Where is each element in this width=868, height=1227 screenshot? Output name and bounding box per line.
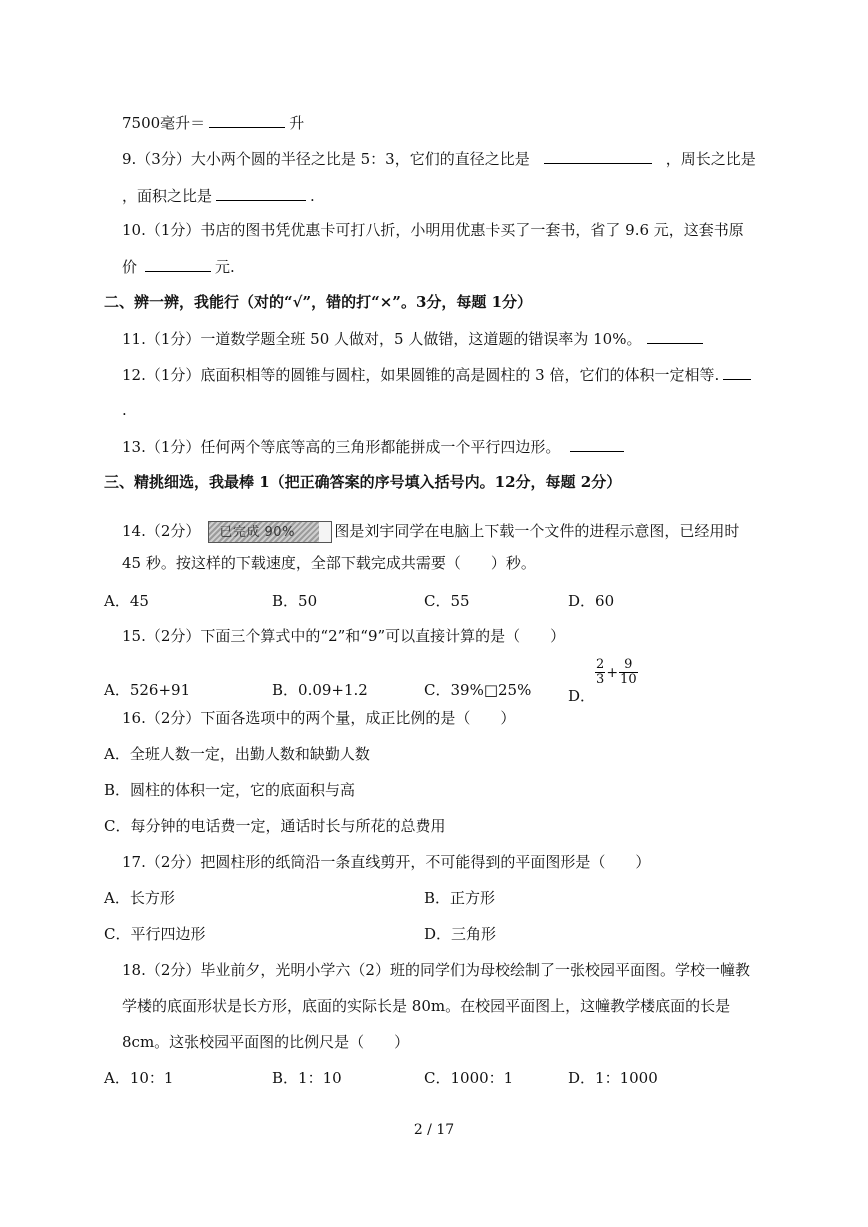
q17-option-b[interactable]: B．正方形 xyxy=(424,889,496,907)
q12-text: 12.（1分）底面积相等的圆锥与圆柱，如果圆锥的高是圆柱的 3 倍，它们的体积一定相等. xyxy=(122,366,720,384)
q15-option-d[interactable] xyxy=(568,658,638,706)
q11 xyxy=(122,328,707,349)
fraction-9-10 xyxy=(619,658,638,687)
plus-sign: + xyxy=(606,664,619,681)
q9-text: 9.（3分）大小两个圆的半径之比是 5：3，它们的直径之比是 xyxy=(122,150,530,168)
q14-number: 14.（2分） xyxy=(122,522,201,540)
q18-option-d[interactable]: D．1：1000 xyxy=(568,1069,658,1087)
q10-unit: 元. xyxy=(215,258,235,276)
q9-line1 xyxy=(122,148,756,169)
q14-option-d[interactable]: D．60 xyxy=(568,592,615,610)
q16-option-b[interactable]: B．圆柱的体积一定，它的底面积与高 xyxy=(104,781,356,799)
answer-blank[interactable] xyxy=(570,436,624,452)
q10-line1: 10.（1分）书店的图书凭优惠卡可打八折，小明用优惠卡买了一套书，省了 9.6 元，这套书原 xyxy=(122,221,744,239)
page-number: 2 / 17 xyxy=(413,1122,455,1138)
q14-line1 xyxy=(122,521,739,543)
answer-blank[interactable] xyxy=(145,256,211,272)
q15-stem: 15.（2分）下面三个算式中的“2”和“9”可以直接计算的是（ ） xyxy=(122,627,566,645)
q10-text: 价 xyxy=(122,258,138,276)
q15-option-b[interactable]: B．0.09+1.2 xyxy=(272,681,368,699)
q14-option-c[interactable]: C．55 xyxy=(424,592,470,610)
q8-unit: 升 xyxy=(289,114,305,132)
q14-option-b[interactable]: B．50 xyxy=(272,592,318,610)
q17-stem: 17.（2分）把圆柱形的纸筒沿一条直线剪开，不可能得到的平面图形是（ ） xyxy=(122,853,651,871)
q16-stem: 16.（2分）下面各选项中的两个量，成正比例的是（ ） xyxy=(122,709,516,727)
answer-blank[interactable] xyxy=(723,364,751,380)
q13 xyxy=(122,436,628,457)
fraction-2-3 xyxy=(595,658,605,687)
q17-option-d[interactable]: D．三角形 xyxy=(424,925,497,943)
frac-den: 10 xyxy=(620,672,637,687)
q8-text: 7500毫升＝ xyxy=(122,114,206,132)
q15-option-d-label: D． xyxy=(568,686,596,705)
q18-option-a[interactable]: A．10：1 xyxy=(104,1069,174,1087)
q18-line1: 18.（2分）毕业前夕，光明小学六（2）班的同学们为母校绘制了一张校园平面图。学校一幢教 xyxy=(122,961,750,979)
q14-option-a[interactable]: A．45 xyxy=(104,592,149,610)
q10-line2 xyxy=(122,256,235,277)
q18-option-b[interactable]: B．1：10 xyxy=(272,1069,342,1087)
frac-den: 3 xyxy=(596,672,605,687)
q14-text: 图是刘宇同学在电脑上下载一个文件的进程示意图，已经用时 xyxy=(334,522,740,540)
section-2-heading: 二、辨一辨，我能行（对的“√”，错的打“×”。3分，每题 1分） xyxy=(104,293,533,311)
answer-blank[interactable] xyxy=(647,328,703,344)
q12-line1 xyxy=(122,364,755,385)
frac-num: 2 xyxy=(596,657,605,672)
frac-num: 9 xyxy=(619,658,638,673)
q18-option-c[interactable]: C．1000：1 xyxy=(424,1069,514,1087)
q9-text-end: . xyxy=(310,187,315,205)
q9-text-2: ，面积之比是 xyxy=(122,187,213,205)
answer-blank[interactable] xyxy=(544,148,652,164)
q9-line2 xyxy=(122,185,315,206)
download-progress-bar xyxy=(208,521,332,543)
q18-line3: 8cm。这张校园平面图的比例尺是（ ） xyxy=(122,1033,410,1051)
q11-text: 11.（1分）一道数学题全班 50 人做对，5 人做错，这道题的错误率为 10%。 xyxy=(122,330,642,348)
answer-blank[interactable] xyxy=(216,185,306,201)
q12-line2: . xyxy=(122,401,127,419)
progress-label: 已完成 90% xyxy=(219,525,295,540)
q13-text: 13.（1分）任何两个等底等高的三角形都能拼成一个平行四边形。 xyxy=(122,438,561,456)
q8-tail xyxy=(122,112,304,133)
q17-option-c[interactable]: C．平行四边形 xyxy=(104,925,206,943)
q15-option-a[interactable]: A．526+91 xyxy=(104,681,191,699)
section-3-heading: 三、精挑细选，我最棒 1（把正确答案的序号填入括号内。12分，每题 2分） xyxy=(104,473,622,491)
q18-line2: 学楼的底面形状是长方形，底面的实际长是 80m。在校园平面图上，这幢教学楼底面的长是 xyxy=(122,997,731,1015)
q16-option-a[interactable]: A．全班人数一定，出勤人数和缺勤人数 xyxy=(104,745,370,763)
q16-option-c[interactable]: C．每分钟的电话费一定，通话时长与所花的总费用 xyxy=(104,817,446,835)
q17-option-a[interactable]: A．长方形 xyxy=(104,889,175,907)
q15-option-c[interactable]: C．39%□25% xyxy=(424,681,532,699)
q9-text-mid: ，周长之比是 xyxy=(665,150,756,168)
answer-blank[interactable] xyxy=(209,112,285,128)
q14-line2: 45 秒。按这样的下载速度，全部下载完成共需要（ ）秒。 xyxy=(122,554,536,572)
